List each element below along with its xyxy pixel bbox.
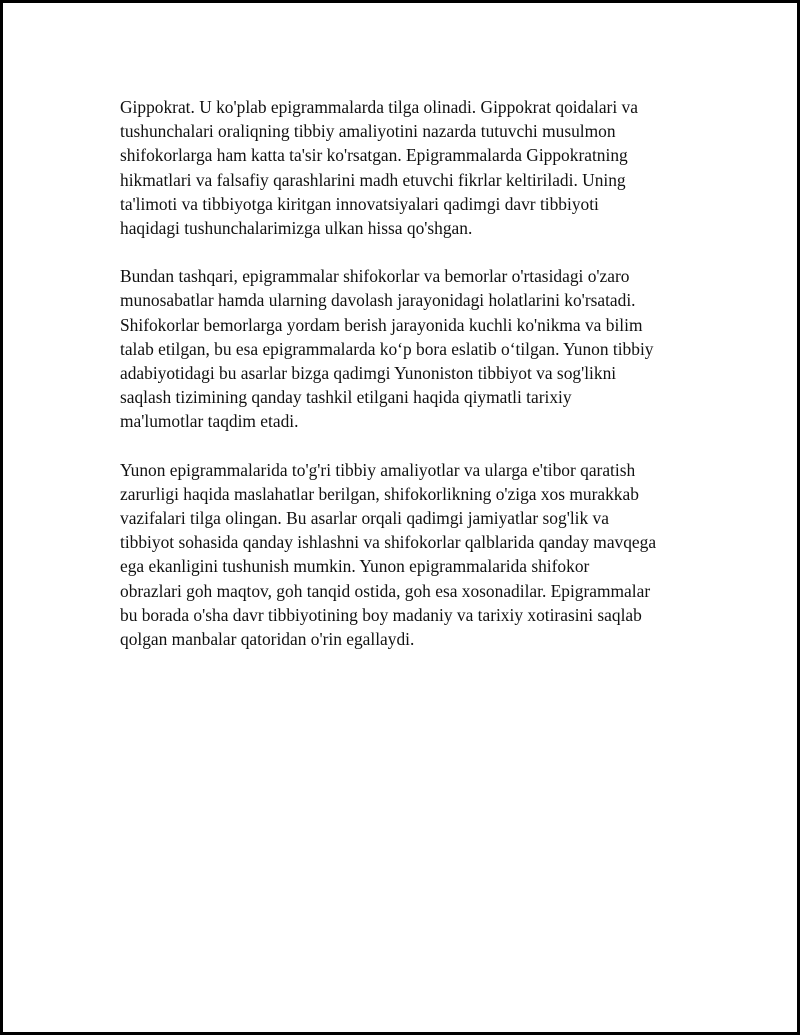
- text-line: saqlash tizimining qanday tashkil etilgani haqida qiymatli tarixiy: [120, 387, 572, 408]
- text-line: ma'lumotlar taqdim etadi.: [120, 411, 299, 432]
- text-line: qolgan manbalar qatoridan o'rin egallaydi.: [120, 629, 415, 650]
- paragraph-1: [120, 95, 700, 240]
- text-line: hikmatlari va falsafiy qarashlarini madh etuvchi fikrlar keltiriladi. Uning: [120, 169, 626, 190]
- text-line: Bundan tashqari, epigrammalar shifokorlar va bemorlar o'rtasidagi o'zaro: [120, 266, 630, 287]
- paragraph-3: [120, 458, 700, 652]
- text-line: adabiyotidagi bu asarlar bizga qadimgi Yunoniston tibbiyot va sog'likni: [120, 363, 617, 384]
- text-line: bu borada o'sha davr tibbiyotining boy madaniy va tarixiy xotirasini saqlab: [120, 604, 642, 625]
- text-line: haqidagi tushunchalarimizga ulkan hissa qo'shgan.: [120, 218, 473, 239]
- text-line: ega ekanligini tushunish mumkin. Yunon epigrammalarida shifokor: [120, 556, 590, 577]
- text-line: tushunchalari oraliqning tibbiy amaliyotini nazarda tutuvchi musulmon: [120, 121, 616, 142]
- text-line: vazifalari tilga olingan. Bu asarlar orqali qadimgi jamiyatlar sog'lik va: [120, 508, 609, 529]
- text-line: shifokorlarga ham katta ta'sir ko'rsatgan. Epigrammalarda Gippokratning: [120, 145, 628, 166]
- paragraph-2: [120, 264, 700, 433]
- text-line: obrazlari goh maqtov, goh tanqid ostida, goh esa xosonadilar. Epigrammalar: [120, 580, 651, 601]
- text-line: Shifokorlar bemorlarga yordam berish jarayonida kuchli ko'nikma va bilim: [120, 314, 643, 335]
- text-line: talab etilgan, bu esa epigrammalarda koʻp bora eslatib oʻtilgan. Yunon tibbiy: [120, 338, 654, 359]
- document-body: [120, 95, 700, 675]
- text-line: ta'limoti va tibbiyotga kiritgan innovatsiyalari qadimgi davr tibbiyoti: [120, 193, 599, 214]
- text-line: munosabatlar hamda ularning davolash jarayonidagi holatlarini ko'rsatadi.: [120, 290, 636, 311]
- text-line: zarurligi haqida maslahatlar berilgan, shifokorlikning o'ziga xos murakkab: [120, 483, 639, 504]
- text-line: tibbiyot sohasida qanday ishlashni va shifokorlar qalblarida qanday mavqega: [120, 532, 657, 553]
- text-line: Gippokrat. U ko'plab epigrammalarda tilga olinadi. Gippokrat qoidalari va: [120, 97, 638, 117]
- text-line: Yunon epigrammalarida to'g'ri tibbiy amaliyotlar va ularga e'tibor qaratish: [120, 459, 636, 480]
